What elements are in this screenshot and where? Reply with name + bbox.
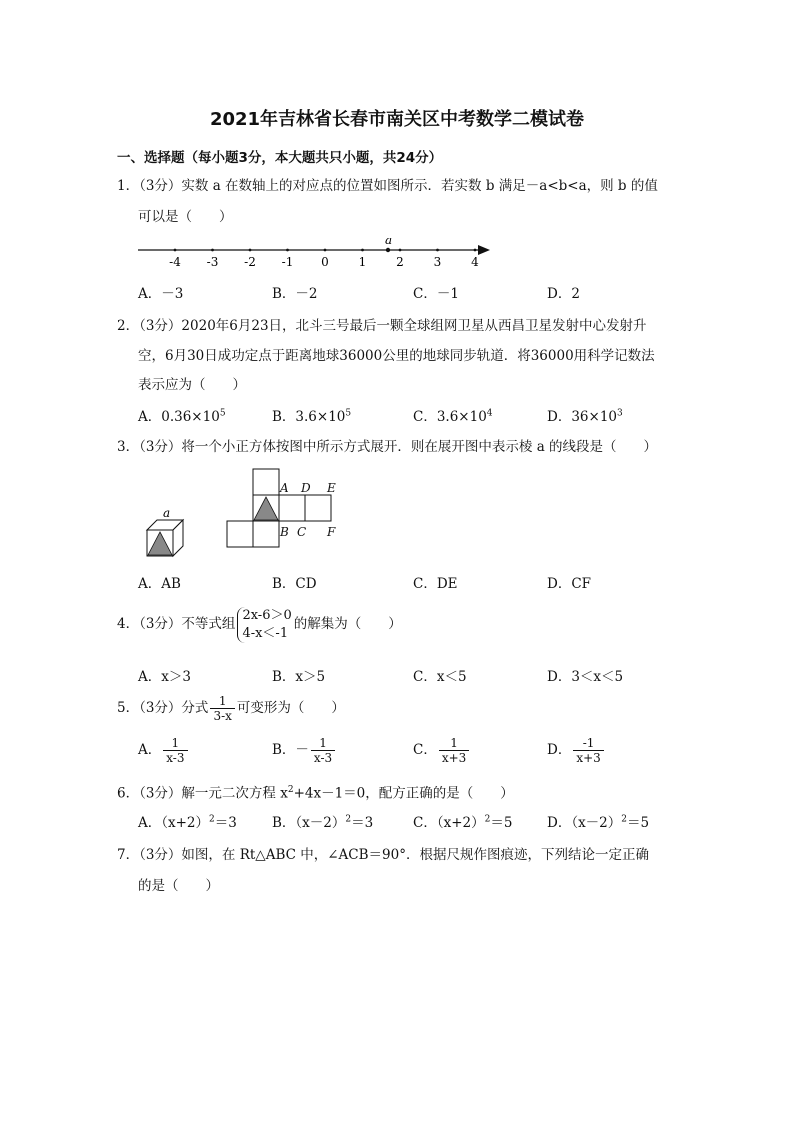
net-square-bottom-left [227,521,253,547]
q7-line2: 的是（ ） [138,878,219,894]
tick-mark [249,249,252,252]
q2-option-b[interactable]: B．$3.6\times 10^5$ [272,408,352,425]
tick-mark [286,249,289,252]
q2-option-a[interactable]: A．$0.36\times 10^5$ [138,408,226,425]
q4-line [117,605,402,643]
tick-label: -2 [244,255,256,269]
net-square-right1 [279,495,305,521]
tick-label: 2 [396,255,404,269]
tick-mark [211,249,214,252]
q4-option-d[interactable]: D．3＜x＜5 [547,669,624,685]
point-a-label: a [385,238,393,247]
q3-option-b[interactable]: B．CD [272,576,317,592]
q2-option-c[interactable]: C．$3.6\times 10^4$ [413,408,493,425]
q1-option-d[interactable]: D．2 [547,286,580,302]
tick-mark [174,249,177,252]
q5-prefix: 5．（3分）分式 [117,700,209,716]
net-label-F: F [327,525,336,539]
q2-line2: 空，6月30日成功定点于距离地球36000公里的地球同步轨道．将36000用科学记数法 [138,348,655,364]
q5-suffix: 可变形为（ ） [236,700,345,716]
tick-mark [436,249,439,252]
q4-option-c[interactable]: C．x＜5 [413,669,467,685]
point-a-marker [386,248,390,252]
tick-label: 0 [321,255,329,269]
number-line-ticks [169,249,479,269]
q4-option-a[interactable]: A．x＞3 [138,669,191,685]
q5-option-a[interactable]: A． $\frac{1}{x-3}$ [138,736,190,765]
net-drawing [227,469,331,547]
cube-drawing [147,506,183,556]
net-square-top [253,469,279,495]
q1-option-b[interactable]: B．－2 [272,286,318,302]
q3-option-a[interactable]: A．AB [138,576,181,592]
inequality-system [237,607,291,643]
q2-line3: 表示应为（ ） [138,377,246,393]
q1-line2: 可以是（ ） [138,209,233,225]
q4-prefix: 4．（3分）不等式组 [117,616,236,632]
q3-option-c[interactable]: C．DE [413,576,458,592]
net-label-D: D [301,481,311,495]
tick-label: -1 [281,255,294,269]
q5-line [117,692,345,724]
system-row-2: 4-x＜-1 [242,625,289,641]
system-row-1: 2x-6＞0 [242,607,292,623]
q5-fraction: $\frac{1}{3-x}$ [210,694,234,723]
q6-option-d[interactable]: D．$(x-2)^2=5$ [547,814,650,831]
q1-option-a[interactable]: A．－3 [138,286,184,302]
q6-line: 6．（3分）解一元二次方程 $x^2+4x-1=0$，配方正确的是（ ） [117,785,514,802]
q3-option-d[interactable]: D．CF [547,576,592,592]
q5-option-b[interactable]: B．－ $\frac{1}{x-3}$ [272,736,337,765]
q1-option-c[interactable]: C．－1 [413,286,459,302]
tick-label: -4 [169,255,181,269]
net-label-A: A [280,481,289,495]
net-label-B: B [280,525,289,539]
q2-option-d[interactable]: D．$36\times 10^3$ [547,408,623,425]
cube-edge-label: a [163,506,171,520]
q4-option-b[interactable]: B．x＞5 [272,669,326,685]
tick-label: 3 [433,255,442,269]
q2-line1: 2．（3分）2020年6月23日，北斗三号最后一颗全球组网卫星从西昌卫星发射中心发射升 [117,318,647,334]
page-title: 2021年吉林省长春市南关区中考数学二模试卷 [209,109,585,130]
net-label-E: E [327,481,336,495]
tick-label: 1 [358,255,367,269]
tick-mark [474,249,477,252]
net-square-bottom [253,521,279,547]
tick-mark [399,249,402,252]
tick-mark [361,249,364,252]
q4-suffix: 的解集为（ ） [293,616,402,632]
tick-mark [324,249,327,252]
q5-option-c[interactable]: C． $\frac{1}{x+3}$ [413,736,471,765]
net-label-C: C [297,525,307,539]
q6-option-b[interactable]: B．$(x-2)^2=3$ [272,814,374,831]
net-square-right2 [305,495,331,521]
q6-option-c[interactable]: C．$(x+2)^2=5$ [413,814,513,831]
section-heading: 一、选择题（每小题3分，本大题共只小题，共24分） [117,150,443,166]
q3-line1: 3．（3分）将一个小正方体按图中所示方式展开．则在展开图中表示棱 a 的线段是（ ） [117,439,658,455]
q7-line1: 7．（3分）如图，在 Rt△ABC 中，∠ACB＝90°．根据尺规作图痕迹，下列结论一定正确 [117,847,649,863]
q1-line1: 1．（3分）实数 a 在数轴上的对应点的位置如图所示．若实数 b 满足－a<b<a，则 b 的值 [117,178,658,194]
number-line-arrow [478,245,490,255]
q5-option-d[interactable]: D． $\frac{-1}{x+3}$ [547,736,606,765]
cube-net-figure [135,462,365,560]
tick-label: -3 [206,255,219,269]
q6-option-a[interactable]: A．$(x+2)^2=3$ [138,814,237,831]
number-line-figure [130,238,500,270]
tick-label: 4 [471,255,479,269]
